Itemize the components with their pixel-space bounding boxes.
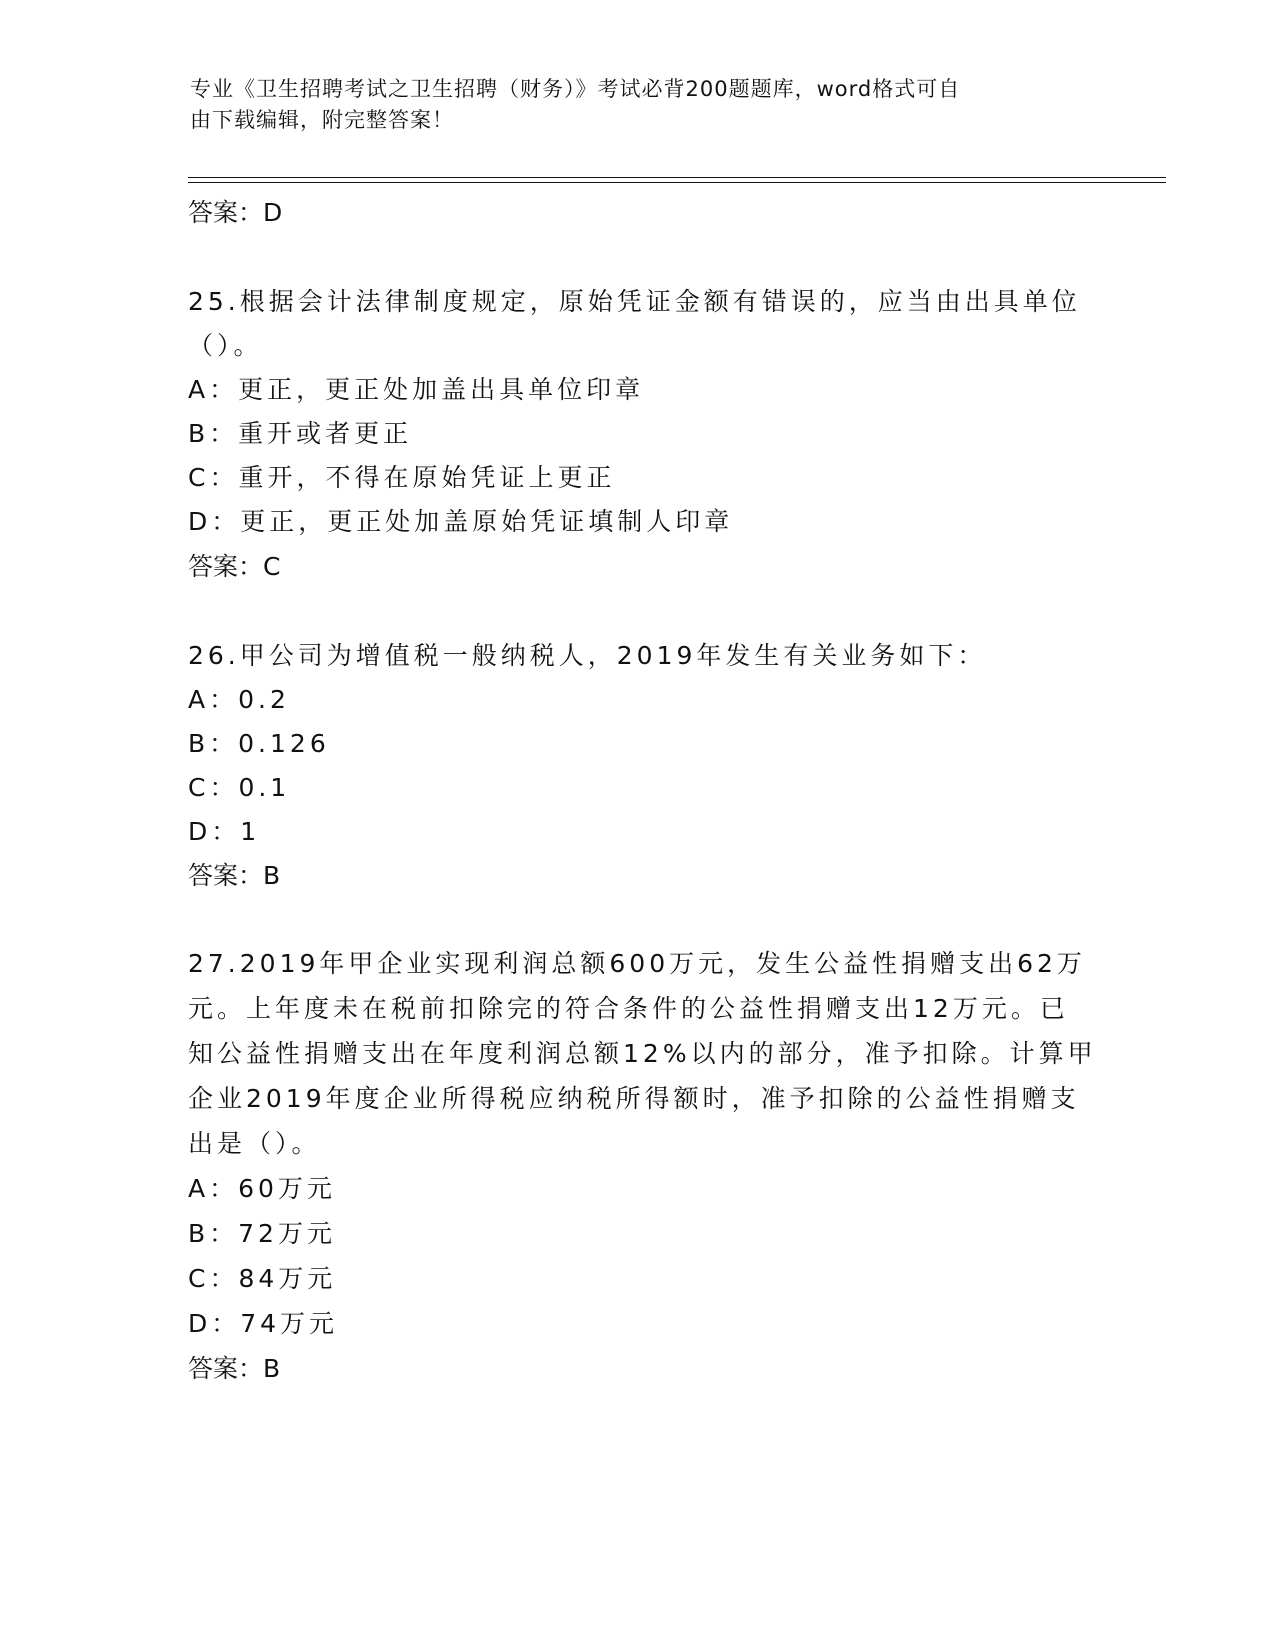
- question-27-stem-line-1: 27.2019年甲企业实现利润总额600万元，发生公益性捐赠支出62万: [188, 949, 1086, 978]
- question-25-option-c: C：重开，不得在原始凭证上更正: [188, 463, 616, 492]
- header-rule-bottom: [188, 182, 1166, 183]
- header-line-1: 专业《卫生招聘考试之卫生招聘（财务）》考试必背200题题库，word格式可自: [190, 77, 961, 101]
- question-26-option-b: B：0.126: [188, 729, 330, 758]
- answer-previous: 答案：D: [188, 198, 283, 227]
- document-header: [190, 74, 1090, 136]
- question-26-stem-line-1: 26.甲公司为增值税一般纳税人，2019年发生有关业务如下：: [188, 641, 987, 670]
- question-25-stem-line-1: 25.根据会计法律制度规定，原始凭证金额有错误的，应当由出具单位: [188, 287, 1081, 316]
- header-rule-top: [188, 177, 1166, 178]
- question-25-option-d: D：更正，更正处加盖原始凭证填制人印章: [188, 507, 734, 536]
- header-line-2: 由下载编辑，附完整答案！: [190, 108, 454, 132]
- question-26-option-c: C：0.1: [188, 773, 291, 802]
- question-27-option-c: C：84万元: [188, 1264, 337, 1293]
- question-26-option-a: A：0.2: [188, 685, 290, 714]
- question-26-option-d: D：1: [188, 817, 261, 846]
- question-25-answer: 答案：C: [188, 552, 281, 581]
- question-27-stem-line-4: 企业2019年度企业所得税应纳税所得额时，准予扣除的公益性捐赠支: [188, 1084, 1080, 1113]
- question-25-option-b: B：重开或者更正: [188, 419, 413, 448]
- question-27-answer: 答案：B: [188, 1354, 281, 1383]
- question-27-stem-line-3: 知公益性捐赠支出在年度利润总额12%以内的部分，准予扣除。计算甲: [188, 1039, 1097, 1068]
- question-25-stem-line-2: （）。: [188, 331, 263, 360]
- question-27-stem-line-2: 元。上年度未在税前扣除完的符合条件的公益性捐赠支出12万元。已: [188, 994, 1069, 1023]
- question-27-option-a: A：60万元: [188, 1174, 336, 1203]
- question-27-stem-line-5: 出是（）。: [188, 1129, 321, 1158]
- question-25-option-a: A：更正，更正处加盖出具单位印章: [188, 375, 645, 404]
- question-26-answer: 答案：B: [188, 861, 281, 890]
- question-27-option-d: D：74万元: [188, 1309, 339, 1338]
- question-27-option-b: B：72万元: [188, 1219, 336, 1248]
